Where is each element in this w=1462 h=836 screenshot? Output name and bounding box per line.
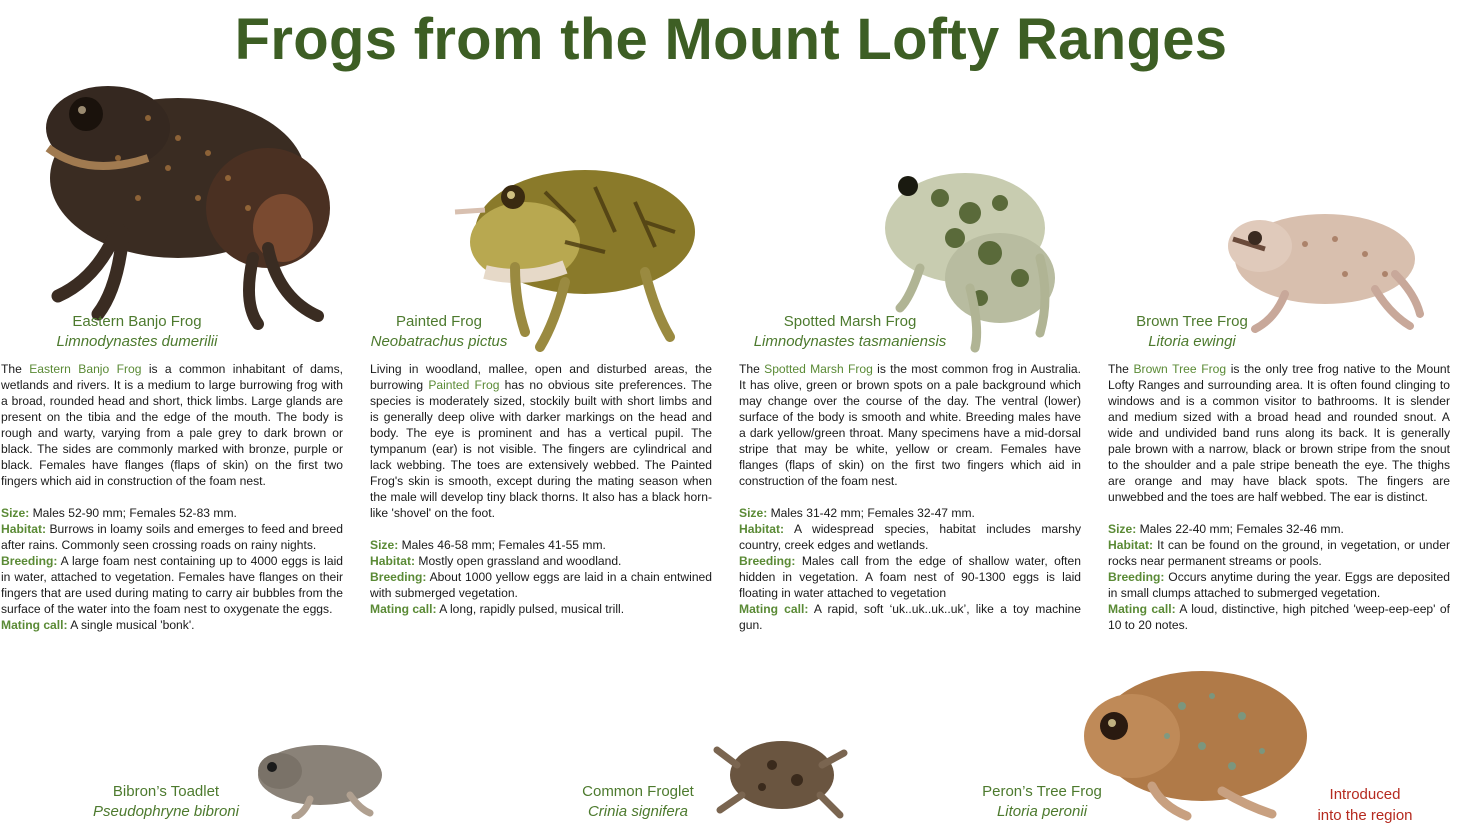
common-name: Common Froglet — [582, 783, 694, 800]
introduced-note-line2: into the region — [1317, 807, 1413, 824]
eastern-banjo-frog-label — [37, 312, 237, 352]
breeding-field: Breeding: A large foam nest containing up to 4000 eggs is laid in water, attached to vegetation. Females have flanges on their fingers that are used during mating to carry air bubbles from the surface of the water into the foam nest to oxygenate the eggs. — [1, 554, 343, 616]
size-field: Size: Males 46-58 mm; Females 41-55 mm. — [370, 538, 606, 552]
breeding-field: Breeding: Occurs anytime during the year. Eggs are deposited in small clumps attached to submerged vegetation. — [1108, 570, 1450, 600]
frog-name-highlight: Eastern Banjo Frog — [29, 362, 142, 376]
size-field: Size: Males 52-90 mm; Females 52-83 mm. — [1, 506, 237, 520]
description-paragraph: The Brown Tree Frog is the only tree frog native to the Mount Lofty Ranges and surrounding area. It is often found clinging to windows and is a common visitor to bathrooms. It is slender and medium sized with a broad head and rounded snout. A wide and undivided band runs along its back. It is generally pale brown with a narrow, black or brown stripe from the snout to the shoulder and a pale stripe beneath the eye. The thighs are orange and may have black spots. The fingers are unwebbed and the toes are half webbed. The ear is distinct. — [1108, 362, 1451, 504]
introduced-note-line1: Introduced — [1329, 786, 1401, 803]
scientific-name: Litoria ewingi — [1148, 333, 1236, 350]
description-paragraph: Living in woodland, mallee, open and disturbed areas, the burrowing Painted Frog has no obvious site preferences. The species is moderately sized, stockily built with short limbs and is generally deep olive with darker markings on the head and body. The eye is prominent and has a vertical pupil. The tympanum (ear) is not visible. The fingers are cylindrical and lack webbing. The toes are extensively webbed. The Painted Frog's skin is smooth, except during the mating season when the male will develop tiny black thorns. It also has a black horn-like 'shovel' on the foot. — [370, 362, 713, 520]
perons-tree-frog-label — [942, 782, 1142, 822]
introduced-note — [1300, 784, 1430, 826]
mating-call-field: Mating call: A loud, distinctive, high pitched 'weep-eep-eep' of 10 to 20 notes. — [1108, 602, 1450, 632]
mating-call-field: Mating call: A rapid, soft ‘uk..uk..uk..uk’, like a toy machine gun. — [739, 602, 1082, 632]
scientific-name: Neobatrachus pictus — [370, 333, 508, 350]
breeding-field: Breeding: About 1000 yellow eggs are laid in a chain entwined with submerged vegetation. — [370, 570, 712, 600]
painted-frog-label — [339, 312, 539, 352]
habitat-field: Habitat: A widespread species, habitat includes marshy country, creek edges and wetlands. — [739, 522, 1081, 552]
eastern-banjo-frog-description — [1, 361, 343, 633]
scientific-name: Limnodynastes dumerilii — [56, 333, 218, 350]
description-paragraph: The Eastern Banjo Frog is a common inhabitant of dams, wetlands and rivers. It is a medium to large burrowing frog with a broad, rounded head and short, thick limbs. Large glands are present on the tibia and the edge of the mouth. The body is rough and warty, varying from a pale grey to dark brown or black. The sides are commonly marked with bronze, purple or black. Females have flanges (flaps of skin) on the first two fingers which aid in construction of the foam nest. — [1, 362, 343, 488]
painted-frog-description — [370, 361, 712, 617]
scientific-name: Litoria peronii — [996, 803, 1088, 820]
habitat-field: Habitat: Mostly open grassland and woodland. — [370, 554, 622, 568]
frog-name-highlight: Painted Frog — [428, 378, 500, 392]
size-field: Size: Males 31-42 mm; Females 32-47 mm. — [739, 506, 975, 520]
common-name: Eastern Banjo Frog — [72, 313, 202, 330]
brown-tree-frog-description — [1108, 361, 1450, 633]
spotted-marsh-frog-label — [730, 312, 970, 352]
common-froglet-label — [538, 782, 738, 822]
page-title: Frogs from the Mount Lofty Ranges — [234, 7, 1228, 72]
common-name: Bibron’s Toadlet — [112, 783, 220, 800]
size-field: Size: Males 22-40 mm; Females 32-46 mm. — [1108, 522, 1344, 536]
common-name: Spotted Marsh Frog — [783, 313, 917, 330]
mating-call-field: Mating call: A long, rapidly pulsed, musical trill. — [370, 602, 625, 616]
frog-name-highlight: Brown Tree Frog — [1133, 362, 1227, 376]
bibrons-toadlet-label — [66, 782, 266, 822]
mating-call-field: Mating call: A single musical 'bonk'. — [1, 618, 195, 632]
habitat-field: Habitat: It can be found on the ground, in vegetation, or under rocks near permanent streams or pools. — [1108, 538, 1450, 568]
scientific-name: Limnodynastes tasmaniensis — [753, 333, 947, 350]
spotted-marsh-frog-description — [739, 361, 1081, 633]
breeding-field: Breeding: Males call from the edge of shallow water, often hidden in vegetation. A foam nest of 90-1300 eggs is laid floating in water attached to vegetation — [739, 554, 1081, 600]
bibrons-toadlet-image — [250, 733, 386, 819]
scientific-name: Crinia signifera — [587, 803, 689, 820]
description-paragraph: The Spotted Marsh Frog is the most common frog in Australia. It has olive, green or brown spots on a pale background which may change over the course of the day. The ventral (lower) surface of the body is smooth and white. Breeding males have a dark yellow/green throat. Many specimens have a mid-dorsal stripe that may be white, yellow or cream. Females have flanges (flaps of skin) on the first two fingers which aid in construction of the foam nest. — [739, 362, 1081, 488]
common-name: Painted Frog — [396, 313, 482, 330]
common-name: Brown Tree Frog — [1136, 313, 1248, 330]
common-name: Peron’s Tree Frog — [982, 783, 1102, 800]
frog-name-highlight: Spotted Marsh Frog — [764, 362, 873, 376]
habitat-field: Habitat: Burrows in loamy soils and emerges to feed and breed after rains. Commonly seen crossing roads on rainy nights. — [1, 522, 343, 552]
eastern-banjo-frog-image — [28, 58, 346, 336]
brown-tree-frog-label — [1092, 312, 1292, 352]
scientific-name: Pseudophryne bibroni — [93, 803, 239, 820]
